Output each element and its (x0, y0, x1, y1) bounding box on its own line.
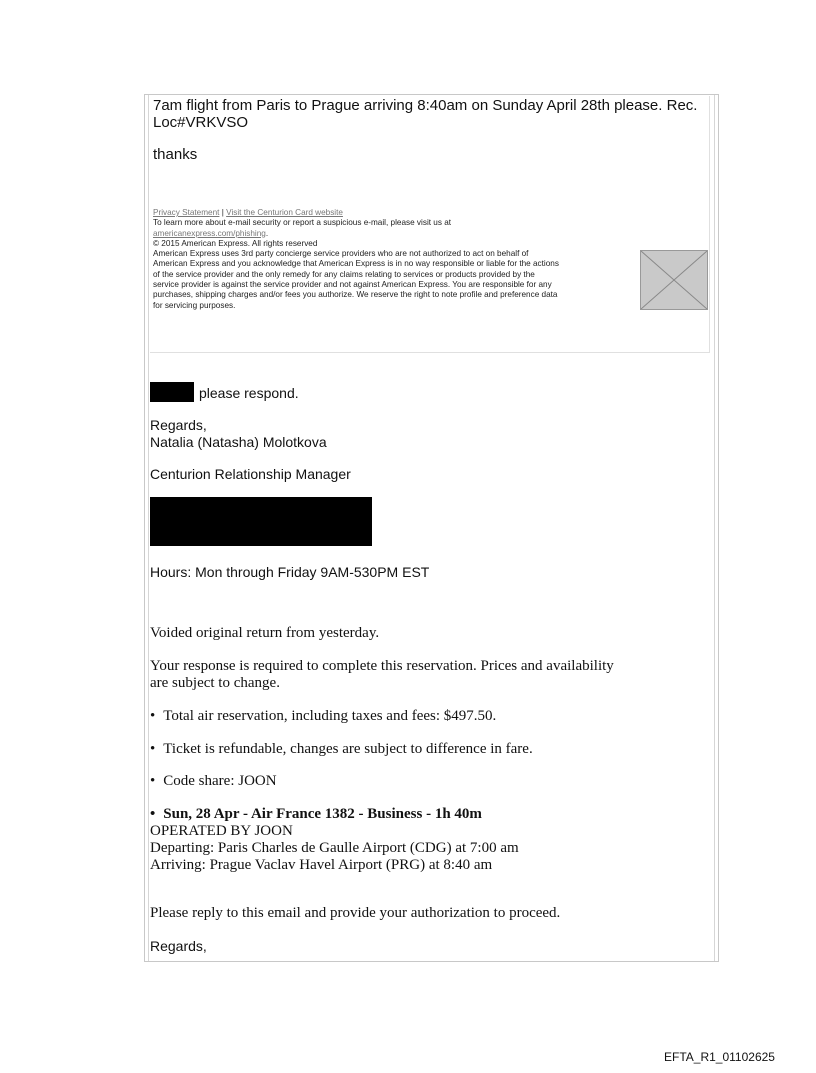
quoted-line-2: Loc#VRKVSO (153, 114, 249, 131)
reply-request: Please reply to this email and provide your authorization to proceed. (150, 905, 561, 921)
phishing-link[interactable]: americanexpress.com/phishing (153, 228, 266, 238)
bullet-codeshare: • Code share: JOON (150, 773, 277, 790)
bullet-total: • Total air reservation, including taxes and fees: $497.50. (150, 708, 496, 725)
redacted-name (150, 382, 194, 402)
required-line-1: Your response is required to complete this reservation. Prices and availability (150, 658, 614, 674)
privacy-statement-link[interactable]: Privacy Statement (153, 208, 220, 217)
voided-note: Voided original return from yesterday. (150, 625, 380, 641)
legal-separator: | (219, 208, 227, 217)
arriving: Arriving: Prague Vaclav Havel Airport (PRG) at 8:40 am (150, 857, 493, 873)
bullet-refundable: • Ticket is refundable, changes are subject to difference in fare. (150, 741, 533, 758)
phishing-period: . (265, 228, 269, 238)
legal-block (153, 208, 638, 311)
disclaimer-line-1: American Express uses 3rd party concierge service providers who are not authorized to act on behalf of (153, 249, 529, 259)
disclaimer-line-5: purchases, shipping charges and/or fees you authorize. We reserve the right to note profile and preference data (153, 290, 558, 300)
required-line-2: are subject to change. (150, 675, 280, 691)
quoted-line-1: 7am flight from Paris to Prague arriving 8:40am on Sunday April 28th please. Rec. (153, 97, 698, 114)
legal-links-row (153, 208, 638, 218)
hours: Hours: Mon through Friday 9AM-530PM EST (150, 564, 430, 580)
disclaimer-line-6: for servicing purposes. (153, 300, 236, 310)
phishing-row (153, 229, 638, 239)
disclaimer-line-3: of the service provider and the only remedy for any claims relating to services or products provided by the (153, 269, 535, 279)
redacted-contact-block (150, 497, 372, 546)
copyright-line: © 2015 American Express. All rights reserved (153, 238, 318, 248)
sender-name: Natalia (Natasha) Molotkova (150, 434, 327, 450)
disclaimer-line-2: American Express and you acknowledge that American Express is in no way responsible or liable for the actions (153, 259, 559, 269)
regards-2: Regards, (150, 938, 207, 954)
broken-image-icon (640, 250, 708, 310)
quoted-thanks: thanks (153, 146, 198, 163)
flight-heading: • Sun, 28 Apr - Air France 1382 - Business - 1h 40m (150, 806, 482, 823)
please-respond: please respond. (199, 385, 299, 401)
disclaimer-line-4: service provider is against the service provider and not against American Express. You are responsible for any (153, 280, 552, 290)
sender-title: Centurion Relationship Manager (150, 466, 351, 482)
operated-by: OPERATED BY JOON (150, 823, 293, 839)
centurion-website-link[interactable]: Visit the Centurion Card website (226, 208, 343, 217)
regards-1: Regards, (150, 417, 207, 433)
document-id: EFTA_R1_01102625 (664, 1050, 775, 1064)
departing: Departing: Paris Charles de Gaulle Airport (CDG) at 7:00 am (150, 840, 519, 856)
security-line: To learn more about e-mail security or report a suspicious e-mail, please visit us at (153, 218, 452, 228)
